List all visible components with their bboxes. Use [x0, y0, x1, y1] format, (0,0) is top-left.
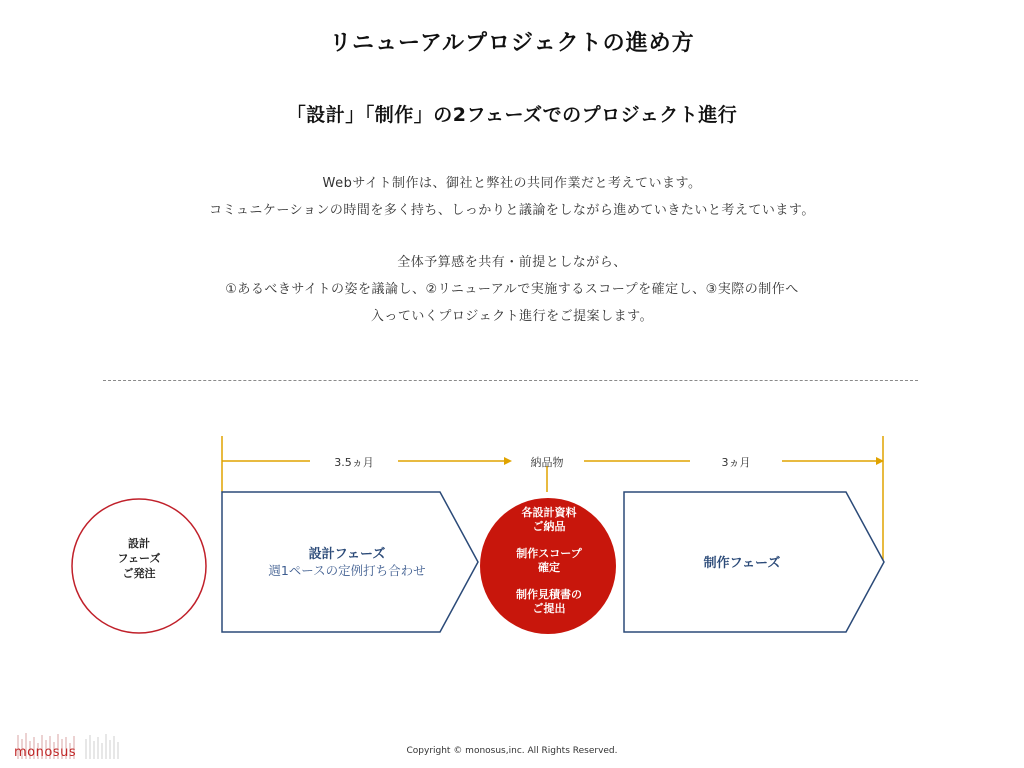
- copyright-footer: Copyright © monosus,inc. All Rights Reserved.: [406, 746, 618, 756]
- milestone-item-3: [482, 588, 616, 616]
- intro-line-3: 全体予算感を共有・前提としながら、: [397, 255, 627, 270]
- design-phase-subtitle: 週1ペースの定例打ち合わせ: [268, 563, 426, 578]
- start-line-3: ご発注: [122, 567, 156, 580]
- page-title: リニューアルプロジェクトの進め方: [329, 30, 695, 56]
- milestone-item-3-line-1: 制作見積書の: [516, 588, 582, 601]
- deliverables-label: 納品物: [530, 456, 564, 469]
- duration-label-design: 3.5ヵ月: [334, 456, 374, 469]
- duration-label-production: 3ヵ月: [721, 456, 751, 469]
- milestone-item-1-line-1: 各設計資料: [521, 506, 577, 519]
- page-subtitle: 「設計」「制作」の2フェーズでのプロジェクト進行: [286, 104, 738, 126]
- intro-line-5: 入っていくプロジェクト進行をご提案します。: [370, 309, 654, 324]
- milestone-item-1-line-2: ご納品: [532, 520, 566, 533]
- start-circle-label: [86, 536, 192, 581]
- milestone-item-1: [482, 506, 616, 534]
- intro-line-4: ①あるべきサイトの姿を議論し、②リニューアルで実施するスコープを確定し、③実際の制作へ: [225, 282, 799, 297]
- intro-line-1: Webサイト制作は、御社と弊社の共同作業だと考えています。: [322, 176, 702, 191]
- milestone-item-2-line-2: 確定: [538, 561, 560, 574]
- milestone-item-2: [482, 547, 616, 575]
- intro-line-2: コミュニケーションの時間を多く持ち、しっかりと議論をしながら進めていきたいと考えています。: [209, 203, 815, 218]
- start-line-2: フェーズ: [117, 552, 161, 565]
- design-phase-title: 設計フェーズ: [308, 547, 386, 562]
- milestone-item-2-line-1: 制作スコープ: [516, 547, 582, 560]
- logo-text: monosus: [14, 745, 77, 760]
- production-phase-title: 制作フェーズ: [703, 556, 781, 571]
- milestone-item-3-line-2: ご提出: [532, 602, 566, 615]
- start-line-1: 設計: [128, 537, 150, 550]
